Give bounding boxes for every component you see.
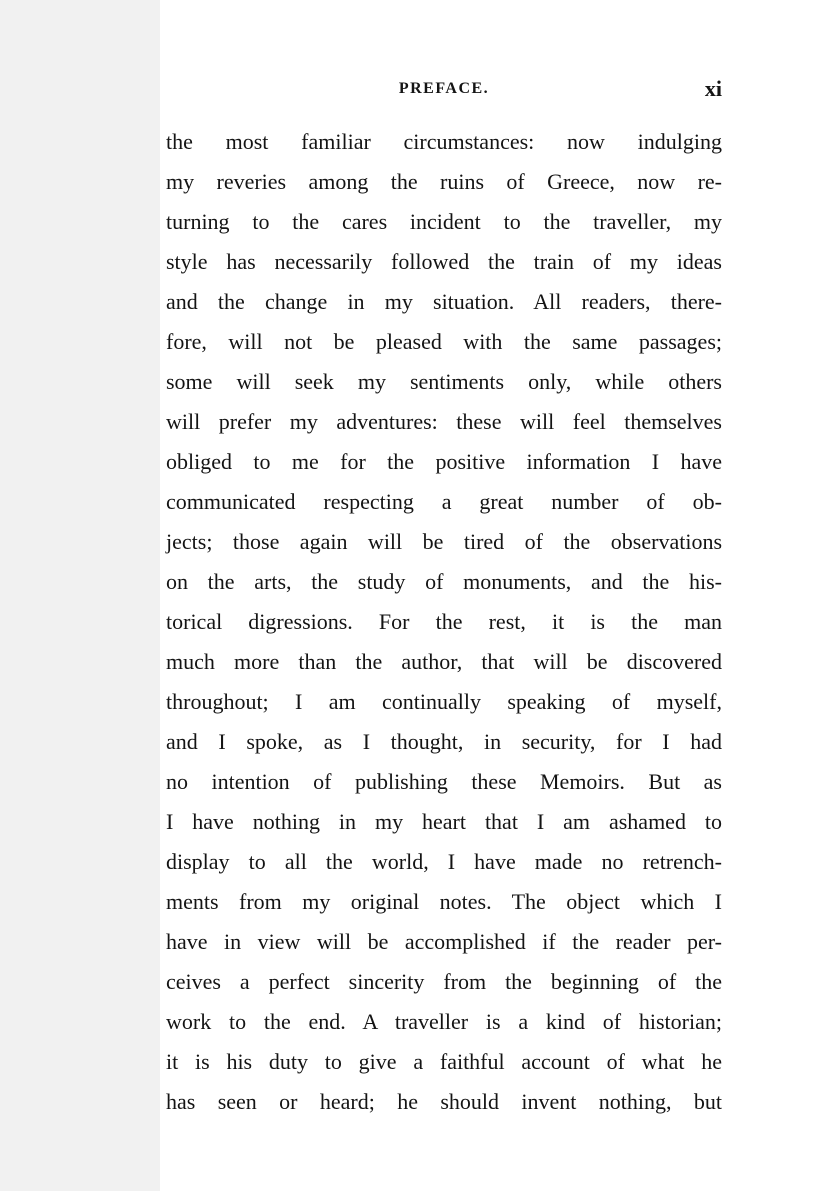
text-line: and the change in my situation. All readers, there-	[166, 289, 722, 314]
text-line: torical digressions. For the rest, it is the man	[166, 609, 722, 634]
text-line: throughout; I am continually speaking of myself,	[166, 689, 722, 714]
text-line: communicated respecting a great number of ob-	[166, 489, 722, 514]
page-number: xi	[704, 76, 722, 101]
text-line: obliged to me for the positive information I have	[166, 449, 722, 474]
text-line: I have nothing in my heart that I am ashamed to	[166, 809, 722, 834]
text-line: style has necessarily followed the train of my ideas	[166, 249, 722, 274]
text-line: ments from my original notes. The object which I	[166, 889, 722, 914]
text-line: the most familiar circumstances: now indulging	[166, 129, 722, 154]
header-title: PREFACE.	[398, 80, 490, 97]
text-line: it is his duty to give a faithful account of what he	[166, 1049, 722, 1074]
text-line: and I spoke, as I thought, in security, for I had	[166, 729, 722, 754]
text-line: fore, will not be pleased with the same passages;	[166, 329, 722, 354]
text-line: some will seek my sentiments only, while others	[166, 369, 722, 394]
page-left-edge	[0, 0, 160, 1191]
text-line: my reveries among the ruins of Greece, now re-	[166, 169, 722, 194]
text-line: ceives a perfect sincerity from the beginning of the	[166, 969, 722, 994]
text-line: jects; those again will be tired of the observations	[166, 529, 722, 554]
text-line: has seen or heard; he should invent nothing, but	[166, 1089, 722, 1114]
text-line: no intention of publishing these Memoirs. But as	[166, 769, 722, 794]
body-text	[166, 122, 722, 1122]
text-line: turning to the cares incident to the traveller, my	[166, 209, 722, 234]
text-line: will prefer my adventures: these will feel themselves	[166, 409, 722, 434]
text-line: have in view will be accomplished if the reader per-	[166, 929, 722, 954]
text-line: display to all the world, I have made no retrench-	[166, 849, 722, 874]
text-line: much more than the author, that will be discovered	[166, 649, 722, 674]
text-line: on the arts, the study of monuments, and the his-	[166, 569, 722, 594]
text-line: work to the end. A traveller is a kind of historian;	[166, 1009, 722, 1034]
running-header	[166, 76, 722, 106]
